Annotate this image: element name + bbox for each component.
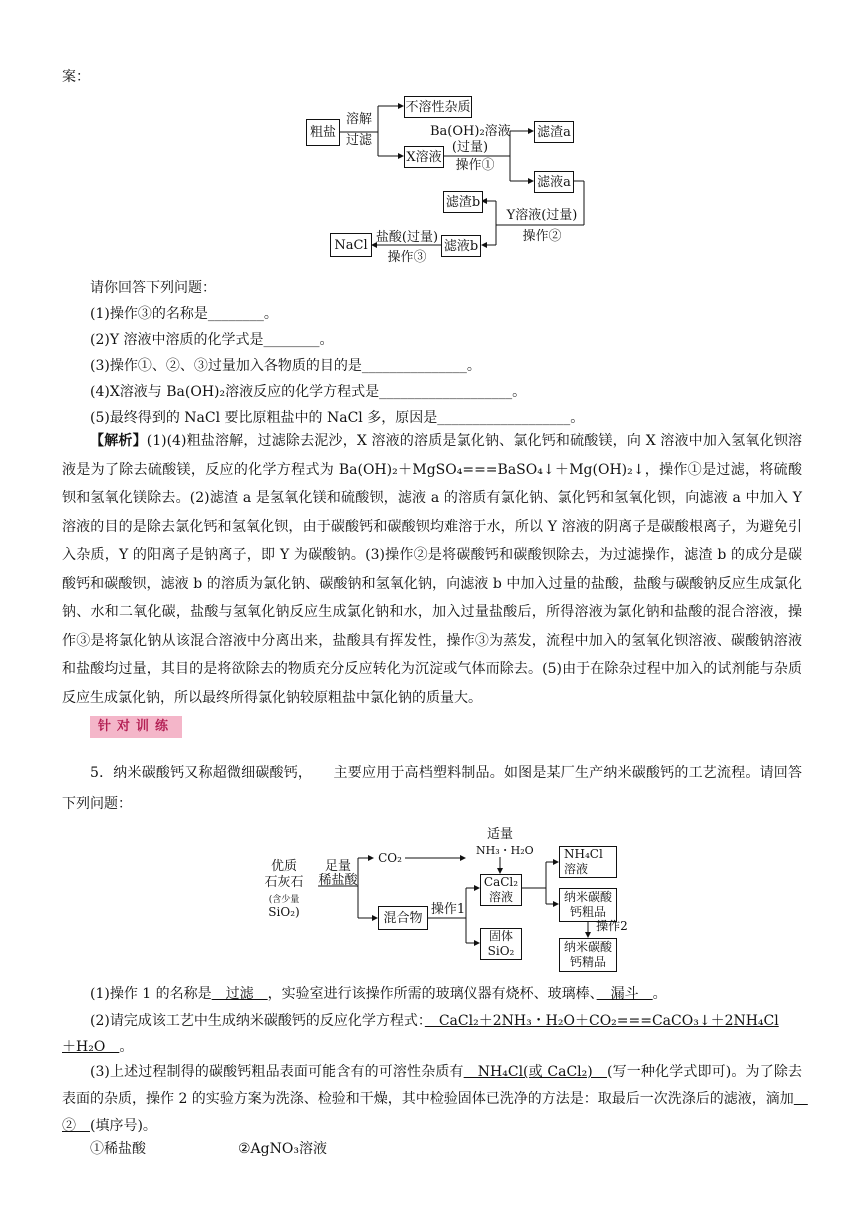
q5-part-3-text-c: (填序号)。	[90, 1118, 157, 1134]
x-solution-box: X溶液	[404, 146, 444, 168]
fine-line-2: 钙精品	[569, 955, 606, 969]
acid-line-2: 稀盐酸	[318, 873, 358, 888]
ammonia-line-1: 适量	[486, 827, 513, 842]
dissolve-label: 溶解	[345, 112, 372, 127]
solid-line-1: 固体	[488, 929, 513, 943]
acid-line-1: 足量	[324, 859, 351, 874]
crude-line-1: 纳米碳酸	[563, 890, 612, 904]
q5-part-1-text-a: (1)操作 1 的名称是	[90, 986, 212, 1002]
q5-part-1-text-c: 。	[652, 986, 667, 1002]
q5-options	[90, 1136, 828, 1162]
analysis-label: 【解析】	[90, 433, 147, 449]
operation-1-label-q5: 操作1	[430, 902, 466, 917]
crude-nano-caco3-box	[559, 888, 617, 922]
q5-part-2-line-2	[62, 1034, 800, 1060]
filtrate-a-box: 滤液a	[534, 171, 574, 193]
q5-part-2-answer-line-2: ＋H₂O	[62, 1039, 120, 1055]
option-2: ②AgNO₃溶液	[238, 1141, 327, 1157]
q5-part-2-line-1	[90, 1008, 828, 1034]
mixture-box: 混合物	[378, 906, 428, 930]
question-5-text: 5．纳米碳酸钙又称超微细碳酸钙， 主要应用于高档塑料制品。如图是某厂生产纳米碳酸钙的工艺流程。请回答下列问题：	[62, 765, 802, 812]
operation-2-label: 操作②	[522, 229, 562, 244]
solid-sio2-box	[480, 928, 522, 960]
option-1: ①稀盐酸	[90, 1141, 146, 1157]
q5-part-1	[90, 981, 828, 1007]
fine-line-1: 纳米碳酸	[563, 940, 612, 954]
q5-part-2-answer-line-1: CaCl₂＋2NH₃・H₂O＋CO₂===CaCO₃↓＋2NH₄Cl	[424, 1013, 779, 1029]
q5-part-3-text-b: (写一种化学式即可)。为了除去表面的杂质，操作 2 的实验方案为洗涤、检验和干燥，其中检验固体已洗净的方法是：取最后一次洗涤后的滤液，滴加	[62, 1064, 802, 1107]
question-1: (1)操作③的名称是________。	[90, 306, 278, 322]
fine-nano-caco3-box	[559, 938, 617, 972]
raw-material-line-1: 优质	[270, 859, 297, 874]
operation-2-label-q5: 操作2	[596, 919, 628, 933]
q5-part-1-text-b: ，实验室进行该操作所需的玻璃仪器有烧杯、玻璃棒、	[267, 986, 597, 1002]
q5-part-1-answer-1: 过滤	[211, 986, 268, 1002]
cacl2-line-1: CaCl₂	[483, 875, 519, 889]
excess-label-1: (过量)	[451, 140, 489, 155]
operation-3-label: 操作③	[387, 250, 427, 265]
co2-label: CO₂	[378, 851, 402, 865]
insoluble-impurity-box: 不溶性杂质	[404, 96, 472, 118]
operation-1-label: 操作①	[455, 158, 495, 173]
training-tag: 针对训练	[90, 716, 182, 738]
nh4cl-line-1: NH₄Cl	[564, 847, 603, 861]
question-4: (4)X溶液与 Ba(OH)₂溶液反应的化学方程式是___________________。	[90, 384, 527, 400]
nh4cl-solution-box	[559, 846, 617, 878]
q5-part-3-text-a: (3)上述过程制得的碳酸钙粗品表面可能含有的可溶性杂质有	[90, 1064, 464, 1080]
q5-part-3-answer-1: NH₄Cl(或 CaCl₂)	[463, 1064, 608, 1080]
q5-part-2-end: 。	[119, 1039, 134, 1055]
raw-material-line-4: SiO₂)	[268, 905, 300, 919]
cacl2-solution-box	[480, 874, 522, 906]
residue-b-box: 滤渣b	[443, 191, 483, 213]
filter-label: 过滤	[345, 133, 372, 148]
q5-part-1-answer-2: 漏斗	[596, 986, 653, 1002]
question-5: (5)最终得到的 NaCl 要比原粗盐中的 NaCl 多，原因是___________________。	[90, 410, 585, 426]
raw-material-line-2: 石灰石	[264, 875, 304, 890]
questions-intro: 请你回答下列问题：	[90, 280, 216, 296]
filtrate-b-box: 滤液b	[441, 235, 481, 257]
question-3: (3)操作①、②、③过量加入各物质的目的是_______________。	[90, 358, 481, 374]
q5-part-3	[62, 1059, 808, 1140]
nh4cl-line-2: 溶液	[564, 862, 589, 876]
analysis-text: (1)(4)粗盐溶解，过滤除去泥沙，X 溶液的溶质是氯化钠、氯化钙和硫酸镁，向 X 溶液中加入氢氧化钡溶液是为了除去硫酸镁，反应的化学方程式为 Ba(OH)₂＋MgSO₄===BaSO₄↓＋Mg(OH)₂↓，操作①是过滤，将硫酸钡和氢氧化镁除去。(2)滤渣 a 是氢氧化镁和硫酸钡，滤液 a 的溶质有氯化钠、氯化钙和氢氧化钡，向滤液 a 中加入 Y 溶液的目的是除去氯化钙和氢氧化钡，由于碳酸钙和碳酸钡均难溶于水，所以 Y 溶液的阴离子是碳酸根离子，为避免引入杂质，Y 的阳离子是钠离子，即 Y 为碳酸钠。(3)操作②是将碳酸钙和碳酸钡除去，为过滤操作，滤渣 b 的成分是碳酸钙和碳酸钡，滤液 b 的溶质为氯化钠、碳酸钠和氢氧化钠，向滤液 b 中加入过量的盐酸，盐酸与碳酸钠反应生成氯化钠、水和二氧化碳，盐酸与氢氧化钠反应生成氯化钠和水，加入过量盐酸后，所得溶液为氯化钠和盐酸的混合溶液，操作③是将氯化钠从该混合溶液中分离出来，盐酸具有挥发性，操作③为蒸发，流程中加入的氢氧化钡溶液、碳酸钠溶液和盐酸均过量，其目的是将欲除去的物质充分反应转化为沉淀或气体而除去。(5)由于在除杂过程中加入的试剂能与杂质反应生成氯化钠，所以最终所得氯化钠较原粗盐中氯化钠的质量大。	[62, 433, 803, 706]
crude-salt-box: 粗盐	[306, 119, 340, 146]
intro-fragment: 案：	[62, 69, 90, 85]
cacl2-line-2: 溶液	[488, 890, 513, 904]
q5-part-3-answer-2: ②	[62, 1091, 808, 1134]
ammonia-line-2: NH₃・H₂O	[476, 844, 534, 857]
raw-material-line-3: (含少量	[268, 895, 300, 905]
y-reagent-label: Y溶液(过量)	[506, 208, 578, 223]
question-2: (2)Y 溶液中溶质的化学式是________。	[90, 332, 334, 348]
nacl-box: NaCl	[330, 233, 372, 257]
q5-part-2-text: (2)请完成该工艺中生成纳米碳酸钙的反应化学方程式：	[90, 1013, 425, 1029]
baoh-reagent-label: Ba(OH)₂溶液	[430, 124, 511, 139]
crude-line-2: 钙粗品	[569, 905, 606, 919]
hcl-reagent-label: 盐酸(过量)	[375, 230, 439, 245]
solid-line-2: SiO₂	[487, 944, 515, 958]
residue-a-box: 滤渣a	[534, 121, 574, 143]
